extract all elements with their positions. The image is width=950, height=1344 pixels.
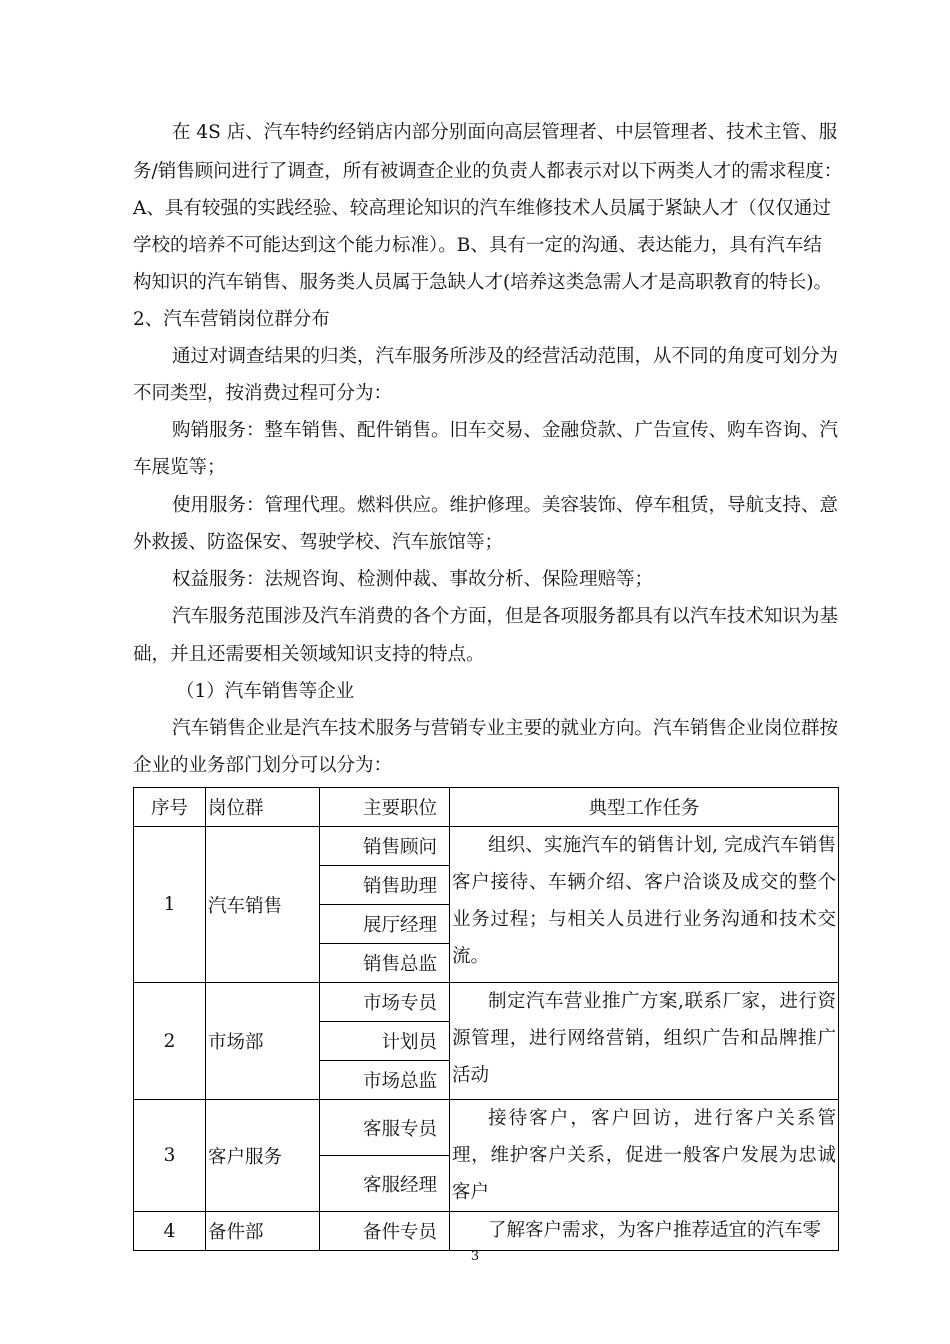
row-position: 计划员 [320, 1022, 450, 1061]
paragraph-line: 权益服务：法规咨询、检测仲裁、事故分析、保险理赔等； [172, 569, 654, 590]
paragraph-line: 学校的培养不可能达到这个能力标准）。B、具有一定的沟通、表达能力，具有汽车结 [133, 235, 822, 256]
row-no: 2 [134, 983, 206, 1100]
row-group: 客户服务 [206, 1100, 320, 1212]
paragraph-line: 车展览等； [133, 457, 226, 478]
table-row [134, 1100, 839, 1156]
row-position: 市场总监 [320, 1061, 450, 1100]
paragraph-line: 购销服务：整车销售、配件销售。旧车交易、金融贷款、广告宣传、购车咨询、汽 [172, 420, 839, 441]
row-position: 市场专员 [320, 983, 450, 1022]
row-no: 3 [134, 1100, 206, 1212]
row-task [450, 983, 839, 1100]
row-position: 客服经理 [320, 1156, 450, 1212]
header-position: 主要职位 [320, 788, 450, 827]
job-table [133, 787, 839, 1251]
table-row [134, 827, 839, 866]
row-position: 备件专员 [320, 1212, 450, 1251]
section-heading: 2、汽车营销岗位群分布 [133, 309, 330, 330]
subsection-heading: （1）汽车销售等企业 [176, 681, 355, 702]
row-task [450, 1100, 839, 1212]
header-no: 序号 [134, 788, 206, 827]
header-task: 典型工作任务 [450, 788, 839, 827]
table-header-row [134, 788, 839, 827]
row-task [450, 827, 839, 983]
paragraph-line: 础，并且还需要相关领域知识支持的特点。 [133, 644, 485, 665]
paragraph-line: 不同类型，按消费过程可分为： [133, 383, 393, 404]
paragraph-line: 通过对调查结果的归类，汽车服务所涉及的经营活动范围，从不同的角度可划分为 [172, 346, 839, 367]
paragraph-line: 汽车服务范围涉及汽车消费的各个方面，但是各项服务都具有以汽车技术知识为基 [172, 606, 839, 627]
task-text: 了解客户需求，为客户推荐适宜的汽车零 [488, 1220, 822, 1241]
row-group: 汽车销售 [206, 827, 320, 983]
task-text: 制定汽车营业推广方案,联系厂家，进行资源管理，进行网络营销，组织广告和品牌推广活动 [452, 991, 836, 1086]
row-position: 销售助理 [320, 866, 450, 905]
page-number: 3 [470, 1249, 480, 1264]
task-text: 组织、实施汽车的销售计划, 完成汽车销售客户接待、车辆介绍、客户洽谈及成交的整个业务过程；与相关人员进行业务沟通和技术交流。 [452, 835, 836, 967]
paragraph-line: 企业的业务部门划分可以分为： [133, 755, 393, 776]
row-position: 销售总监 [320, 944, 450, 983]
paragraph-line: A、具有较强的实践经验、较高理论知识的汽车维修技术人员属于紧缺人才（仅仅通过 [133, 198, 831, 219]
paragraph-line: 构知识的汽车销售、服务类人员属于急缺人才(培养这类急需人才是高职教育的特长)。 [133, 272, 832, 293]
paragraph-line: 务/销售顾问进行了调查，所有被调查企业的负责人都表示对以下两类人才的需求程度： [133, 161, 843, 182]
paragraph-line: 在 4S 店、汽车特约经销店内部分别面向高层管理者、中层管理者、技术主管、服 [172, 122, 838, 143]
row-position: 客服专员 [320, 1100, 450, 1156]
table-row [134, 1212, 839, 1251]
header-group: 岗位群 [206, 788, 320, 827]
row-position: 展厅经理 [320, 905, 450, 944]
row-no: 4 [134, 1212, 206, 1251]
row-no: 1 [134, 827, 206, 983]
paragraph-line: 汽车销售企业是汽车技术服务与营销专业主要的就业方向。汽车销售企业岗位群按 [172, 718, 839, 739]
row-group: 市场部 [206, 983, 320, 1100]
paragraph-line: 使用服务：管理代理。燃料供应。维护修理。美容装饰、停车租赁，导航支持、意 [172, 495, 839, 516]
row-task [450, 1212, 839, 1251]
table-row [134, 983, 839, 1022]
row-position: 销售顾问 [320, 827, 450, 866]
paragraph-line: 外救援、防盗保安、驾驶学校、汽车旅馆等； [133, 532, 504, 553]
row-group: 备件部 [206, 1212, 320, 1251]
task-text: 接待客户，客户回访，进行客户关系管理，维护客户关系，促进一般客户发展为忠诚客户 [452, 1108, 836, 1203]
